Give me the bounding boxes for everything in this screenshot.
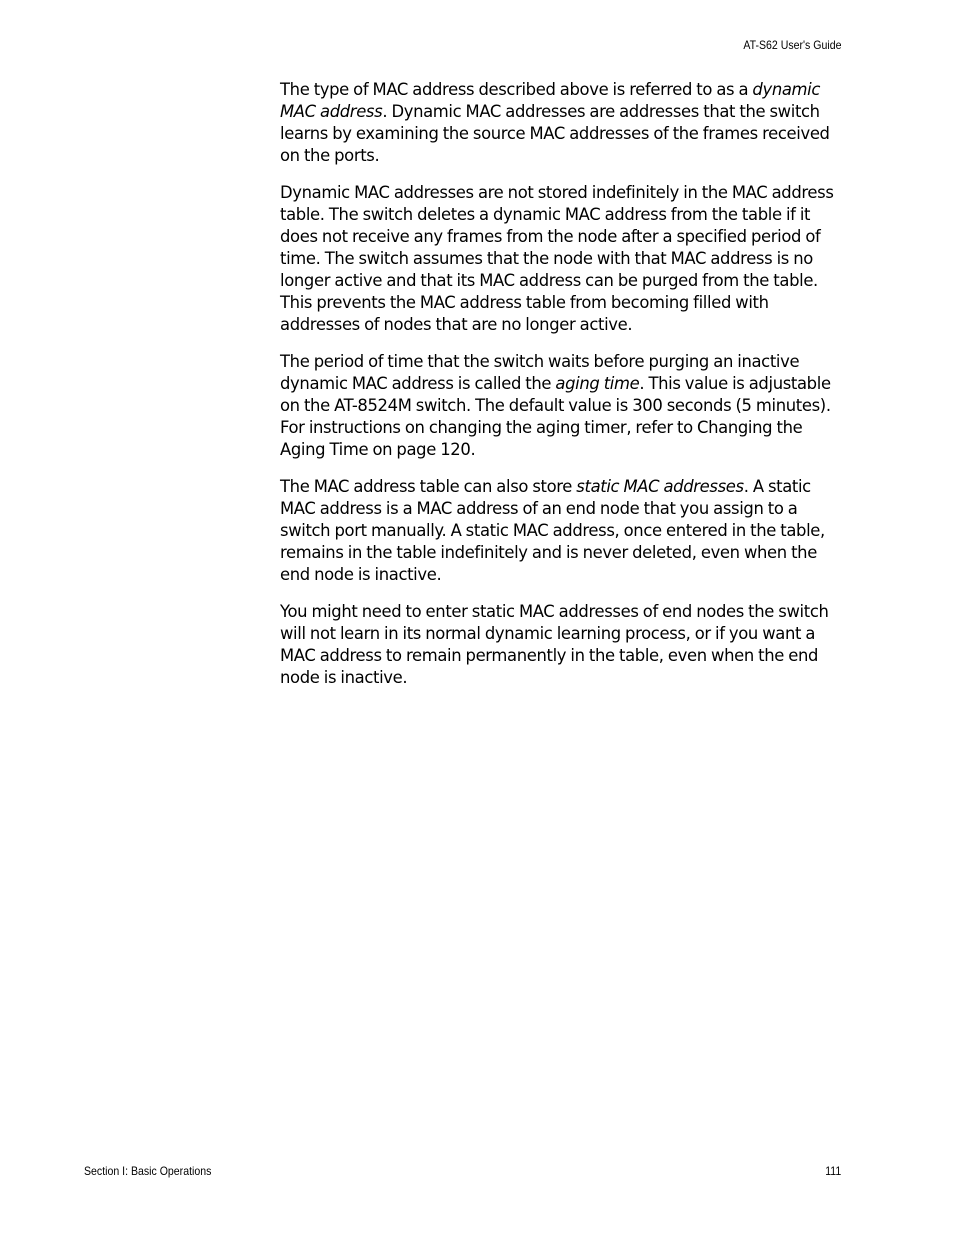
body-text xyxy=(280,79,846,704)
term-static-mac-addresses: static MAC addresses xyxy=(576,477,744,496)
page-number: 111 xyxy=(824,1164,841,1178)
footer-section: Section I: Basic Operations xyxy=(84,1164,212,1178)
paragraph-static-mac: The MAC address table can also store static MAC addresses. A static MAC address is a MAC address of an end node that you assign to a switch port manually. A static MAC address, once entered in the table, remains in the table indefinitely and is never deleted, even when the end node is inactive. xyxy=(280,477,825,584)
running-header: AT-S62 User's Guide xyxy=(742,38,841,52)
paragraph-aging-time: The period of time that the switch waits before purging an inactive dynamic MAC address is called the aging time. This value is adjustable on the AT-8524M switch. The default value is 300 seconds (5 minutes). For instructions on changing the aging timer, refer to Changing the Aging Time on page 120. xyxy=(280,351,831,459)
paragraph-dynamic-mac: The type of MAC address described above is referred to as a dynamic MAC address. Dynamic MAC addresses are addresses that the switch learns by examining the source MAC addresses of the frames received on the ports. xyxy=(280,80,830,165)
paragraph-purging: Dynamic MAC addresses are not stored indefinitely in the MAC address table. The switch deletes a dynamic MAC address from the table if it does not receive any frames from the node after a specified period of time. The switch assumes that the node with that MAC address is no longer active and that its MAC address can be purged from the table. This prevents the MAC address table from becoming filled with addresses of nodes that are no longer active. xyxy=(280,183,834,334)
term-aging-time: aging time xyxy=(555,373,640,393)
term-dynamic-mac-address: dynamic MAC address xyxy=(280,80,821,121)
paragraph-entering-static: You might need to enter static MAC addresses of end nodes the switch will not learn in its normal dynamic learning process, or if you want a MAC address to remain permanently in the table, even when the end node is inactive. xyxy=(280,602,829,687)
